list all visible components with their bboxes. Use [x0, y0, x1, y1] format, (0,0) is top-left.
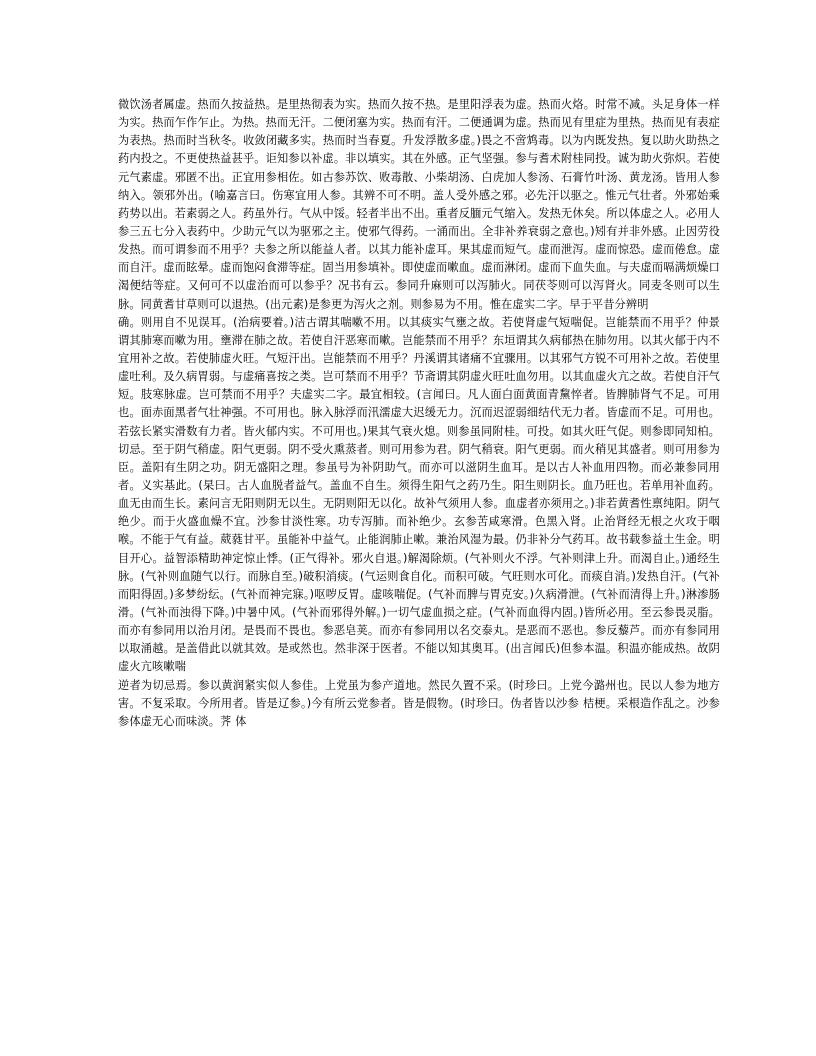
- paragraph: 微饮汤者属虚。热而久按益热。是里热彻表为实。热而久按不热。是里阳浮表为虚。热而火烙。时常不减。头足身体一样为实。热而乍作乍止。为热。热而无汗。二便闭塞为实。热而有汗。二便通调为虚。热而见有里症为里热。热而见有表症为表热。热而时当秋冬。收敛闭藏多实。热而时当春夏。升发浮散多虚。)畏之不啻鸩毒。以为内既发热。复以助火助热之药内投之。不更使热益甚乎。讵知参以补虚。非以填实。其在外感。正气坚强。参与耆术附桂同投。诚为助火弥炽。若使元气素虚。邪匿不出。正宜用参相佐。如古参苏饮、败毒散、小柴胡汤、白虎加人参汤、石膏竹叶汤、黄龙汤。皆用人参纳入。领邪外出。(喻嘉言曰。伤寒宜用人参。其辨不可不明。盖人受外感之邪。必先汗以驱之。惟元气壮者。外邪始乘药势以出。若素弱之人。药虽外行。气从中馁。轻者半出不出。重者反腼元气缩入。发热无休矣。所以体虚之人。必用人参三五七分入表药中。少助元气以为驱邪之主。使邪气得药。一涌而出。全非补养衰弱之意也。)矧有并非外感。止因劳役发热。而可谓参而不用乎？夫参之所以能益人者。以其力能补虚耳。果其虚而短气。虚而泄泻。虚而惊恐。虚而倦怠。虚而自汗。虚而眩晕。虚而饱闷食滞等症。固当用参填补。即使虚而嗽血。虚而淋闭。虚而下血失血。与夫虚而嗝满烦燥口渴便结等症。又何可不以虚治而可以参乎？况书有云。参同升麻则可以泻肺火。同茯苓则可以泻肾火。同麦冬则可以生脉。同黄耆甘草则可以退热。(出元素)是参更为泻火之剂。则参易为不用。惟在虚实二字。早于平昔分辨明: [118, 98, 720, 311]
- paragraph: 逆者为切忌焉。参以黄润紧实似人参佳。上党虽为参产道地。然民久置不采。(时珍曰。上党今潞州也。民以人参为地方害。不复采取。今所用者。皆是辽参。)今有所云党参者。皆是假物。(时珍曰。伪者皆以沙参 桔梗。采根造作乱之。沙参参体虚无心而味淡。荠 体: [118, 678, 720, 728]
- paragraph: 确。则用自不见误耳。(治病要着。)洁古谓其喘嗽不用。以其痰实气壅之故。若使肾虚气短喘促。岂能禁而不用乎？仲景谓其肺寒而嗽为用。壅滞在肺之故。若使自汗恶寒而嗽。岂能禁而不用乎？东垣谓其久病郁热在肺勿用。以其火郁于内不宜用补之故。若使肺虚火旺。气短汗出。岂能禁而不用乎？丹溪谓其诸痛不宜骤用。以其邪气方锐不可用补之故。若使里虚吐利。及久病胃弱。与虚痛喜按之类。岂可禁而不用乎？节斋谓其阴虚火旺吐血勿用。以其血虚火亢之故。若使自汗气短。肢寒脉虚。岂可禁而不用乎？夫虚实二字。最宜相较。(言闻曰。凡人面白面黄面青黧悴者。皆脾肺肾气不足。可用也。面赤面黑者气壮神强。不可用也。脉入脉浮而汛濡虚大迟缓无力。沉而迟涩弱细结代无力者。皆虚而不足。可用也。若弦长紧实滑数有力者。皆火郁内实。不可用也。)果其气衰火熄。则参虽同附桂。可投。如其火旺气促。则参即同知柏。切忌。至于阴气稍虚。阳气更弱。阴不受火熏蒸者。则可用参为君。阴气稍衰。阳气更弱。而火稍见其盛者。则可用参为臣。盖阳有生阴之功。阴无盛阳之理。参虽号为补阴助气。而亦可以滋阴生血耳。是以古人补血用四物。而必兼参同用者。义实基此。(杲曰。古人血脱者益气。盖血不自生。须得生阳气之药乃生。阳生则阴长。血乃旺也。若单用补血药。血无由而生长。素问言无阳则阴无以生。无阴则阳无以化。故补气须用人参。血虚者亦须用之。)非若黄耆性禀纯阳。阴气绝少。而于火盛血燥不宜。沙参甘淡性寒。功专泻肺。而补绝少。玄参苦咸寒滑。色黑入肾。止治肾经无根之火攻于咽喉。不能于气有益。葳蕤甘平。虽能补中益气。止能润肺止嗽。兼治风湿为最。仍非补分气药耳。故书载参益土生金。明目开心。益智添精助神定惊止悸。(正气得补。邪火自退。)解渴除烦。(气补则火不浮。气补则津上升。而渴自止。)通经生脉。(气补则血随气以行。而脉自至。)破积消痰。(气运则食自化。而积可破。气旺则水可化。而痰自消。)发热自汗。(气补而阳得固。)多梦纷纭。(气补而神完寐。)呕哕反胃。虚咳喘促。(气补而脾与胃克安。)久病滑泄。(气补而清得上升。)淋渗肠滑。(气补而浊得下降。)中暑中风。(气补而邪得外解。)一切气虚血损之症。(气补而血得内固。)皆所必用。至云参畏灵脂。而亦有参同用以治月闭。是畏而不畏也。参恶皂荚。而亦有参同用以名交泰丸。是恶而不恶也。参反藜芦。而亦有参同用以取涌越。是盖借此以就其效。是或然也。然非深于医者。不能以知其奥耳。(出言闻氏)但参本温。积温亦能成热。故阴虚火亢咳嗽喘: [118, 315, 720, 674]
- document-body: [118, 96, 720, 731]
